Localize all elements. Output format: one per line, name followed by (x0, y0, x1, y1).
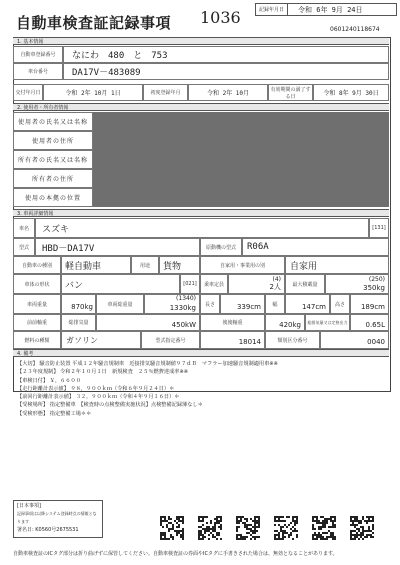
maker-value: スズキ (35, 218, 369, 238)
type-approval-label: 型式指定番号 (141, 331, 200, 349)
max-load-cell (325, 274, 389, 294)
qr-code-icon (312, 516, 336, 540)
handwritten-number: 1036 (200, 8, 241, 27)
rating-value: 0.65L (365, 321, 385, 329)
issue-date-value: 令和 2年 10月 1日 (43, 84, 143, 101)
body-value: バン (61, 274, 180, 294)
max-load-value: 350kg (363, 284, 385, 292)
private-value: 自家用 (285, 256, 389, 274)
category-value: 0040 (367, 338, 385, 346)
user-name-redacted (93, 112, 389, 131)
rating-label: 総排気量又は定格出力 (305, 314, 350, 331)
maker-label: 車名 (13, 218, 35, 238)
model-value: HBD－DA17V (35, 238, 200, 256)
qr-code-icon (274, 516, 298, 540)
expiry-label: 有効期間の満了する日 (268, 84, 313, 101)
gross-cell (144, 294, 200, 314)
qr-code-icon (160, 516, 184, 540)
chassis-label: 車台番号 (13, 63, 63, 80)
width-cell (285, 294, 330, 314)
footer-note: 自動車検査証のICタグ部分は折り曲げずに保管してください。自動車検査証の券面やICタグに手書きされた場合は、無効となることがあります。 (13, 551, 338, 557)
qr-codes-row (160, 514, 390, 542)
section-basic-info: 1. 基本情報 (13, 37, 389, 45)
capacity-top: (4) (272, 276, 281, 283)
print-date-value: 令和 6年 9月 24日 (298, 5, 363, 14)
displacement-label: 総排気量 (61, 314, 96, 331)
document-title: 自動車検査証記録事項 (16, 14, 172, 32)
registration-value: なにわ 480 と 753 (63, 46, 389, 63)
section-vehicle: 3. 車両詳細情報 (13, 209, 389, 217)
type-approval-cell (200, 331, 265, 349)
length-cell (220, 294, 265, 314)
qr-code-icon (236, 516, 260, 540)
kind-value: 軽自動車 (61, 256, 131, 274)
gross-label: 車両総重量 (96, 294, 144, 314)
user-name-label: 使用者の氏名又は名称 (13, 112, 93, 131)
remark-line: 【受検場所】 指定整備車 【検査時の点検整備実施状況】点検整備記録簿なし＊ (17, 402, 203, 409)
remark-line: 【走行距離計表示値】 ９８，９００ｋｍ（令和６年９月２４日）＊ (17, 385, 175, 392)
body-code: [021] (180, 274, 200, 294)
weight-cell (61, 294, 96, 314)
max-load-top: (250) (368, 276, 385, 283)
engine-label: 原動機の型式 (200, 238, 242, 256)
use-value: 貨物 (159, 256, 200, 274)
max-load-label: 最大積載量 (285, 274, 325, 294)
use-label: 用途 (131, 256, 159, 274)
remark-line: 【車検日付】 ￥，６６００ (17, 377, 81, 384)
length-value: 339cm (236, 303, 261, 311)
category-label: 類別区分番号 (265, 331, 320, 349)
rating-cell (350, 314, 389, 331)
qr-code-icon (198, 516, 222, 540)
front-axle-label: 前前軸重 (13, 314, 61, 331)
user-address-redacted (93, 131, 389, 150)
height-value: 189cm (360, 303, 385, 311)
axle-label: 後後軸重 (200, 314, 265, 331)
first-registration-label: 初度登録年月 (143, 84, 188, 101)
weight-label: 車両重量 (13, 294, 61, 314)
section-remarks: 4. 備考 (13, 349, 389, 357)
kind-label: 自動車の種別 (13, 256, 61, 274)
body-label: 車体の形状 (13, 274, 61, 294)
capacity-cell (228, 274, 285, 294)
height-cell (350, 294, 389, 314)
capacity-value: 2人 (269, 283, 281, 291)
gross-value: 1330kg (169, 304, 196, 312)
footer-box-line1: 記録事項は以降システム登録時点の情報となります (17, 511, 97, 524)
footer-box-line2: 署名日: K0560号2675531 (17, 527, 79, 533)
print-date-box (255, 3, 397, 16)
owner-name-redacted (93, 150, 389, 169)
remark-line: 【大切】 騒音防止装置 平成１２年騒音規制車 近接排気騒音規制値９７ｄＢ マフラー加速騒音規制適用車※※ (17, 361, 278, 367)
displacement-cell (96, 314, 200, 331)
model-label: 型式 (13, 238, 35, 256)
capacity-label: 乗車定員 (200, 274, 228, 294)
length-label: 長さ (200, 294, 220, 314)
owner-name-label: 所有者の氏名又は名称 (13, 150, 93, 169)
owner-address-redacted (93, 169, 389, 188)
fuel-label: 燃料の種類 (13, 331, 61, 349)
footer-box-title: [日本事項] (17, 503, 41, 509)
remark-line: 【２３年度規制】 令和２年１０月１日 新規検査 ２５％燃費達成率※※ (17, 369, 189, 376)
section-user-owner: 2. 使用者・所有者情報 (13, 103, 389, 111)
gross-top: (1340) (176, 295, 196, 302)
remarks-block (13, 358, 389, 433)
width-label: 幅 (265, 294, 285, 314)
remark-line: 【受検形態】 指定整備工場＊＊ (17, 410, 92, 417)
displacement-value: 450kW (171, 321, 196, 329)
first-registration-value: 令和 2年 10月 (188, 84, 268, 101)
user-address-label: 使用者の住所 (13, 131, 93, 150)
print-date-label: 記録年月日 (256, 4, 288, 15)
chassis-value: DA17V－483089 (63, 63, 389, 80)
registration-label: 自動車登録番号 (13, 46, 63, 63)
axle-cell (265, 314, 305, 331)
width-value: 147cm (301, 303, 326, 311)
document-number: 0601240118674 (330, 26, 380, 33)
type-approval-value: 18014 (238, 338, 261, 346)
fuel-value: ガソリン (61, 331, 141, 349)
qr-code-icon (350, 516, 374, 540)
footer-info-box (13, 500, 103, 538)
base-location-redacted (93, 188, 389, 207)
height-label: 高さ (330, 294, 350, 314)
base-location-label: 使用の本拠の位置 (13, 188, 93, 207)
owner-address-label: 所有者の住所 (13, 169, 93, 188)
issue-date-label: 交付年月日 (13, 84, 43, 101)
engine-value: R06A (242, 238, 389, 256)
expiry-value: 令和 8年 9月 30日 (313, 84, 389, 101)
private-label: 自家用・事業用の別 (200, 256, 285, 274)
maker-code: [131] (369, 218, 389, 238)
category-cell (320, 331, 389, 349)
weight-value: 870kg (71, 303, 93, 311)
remark-line: 【前回行距離計表示値】 ３２，９００ｋｍ（令和４年９月１６日）＊ (17, 394, 180, 401)
axle-value: 420kg (279, 321, 301, 329)
